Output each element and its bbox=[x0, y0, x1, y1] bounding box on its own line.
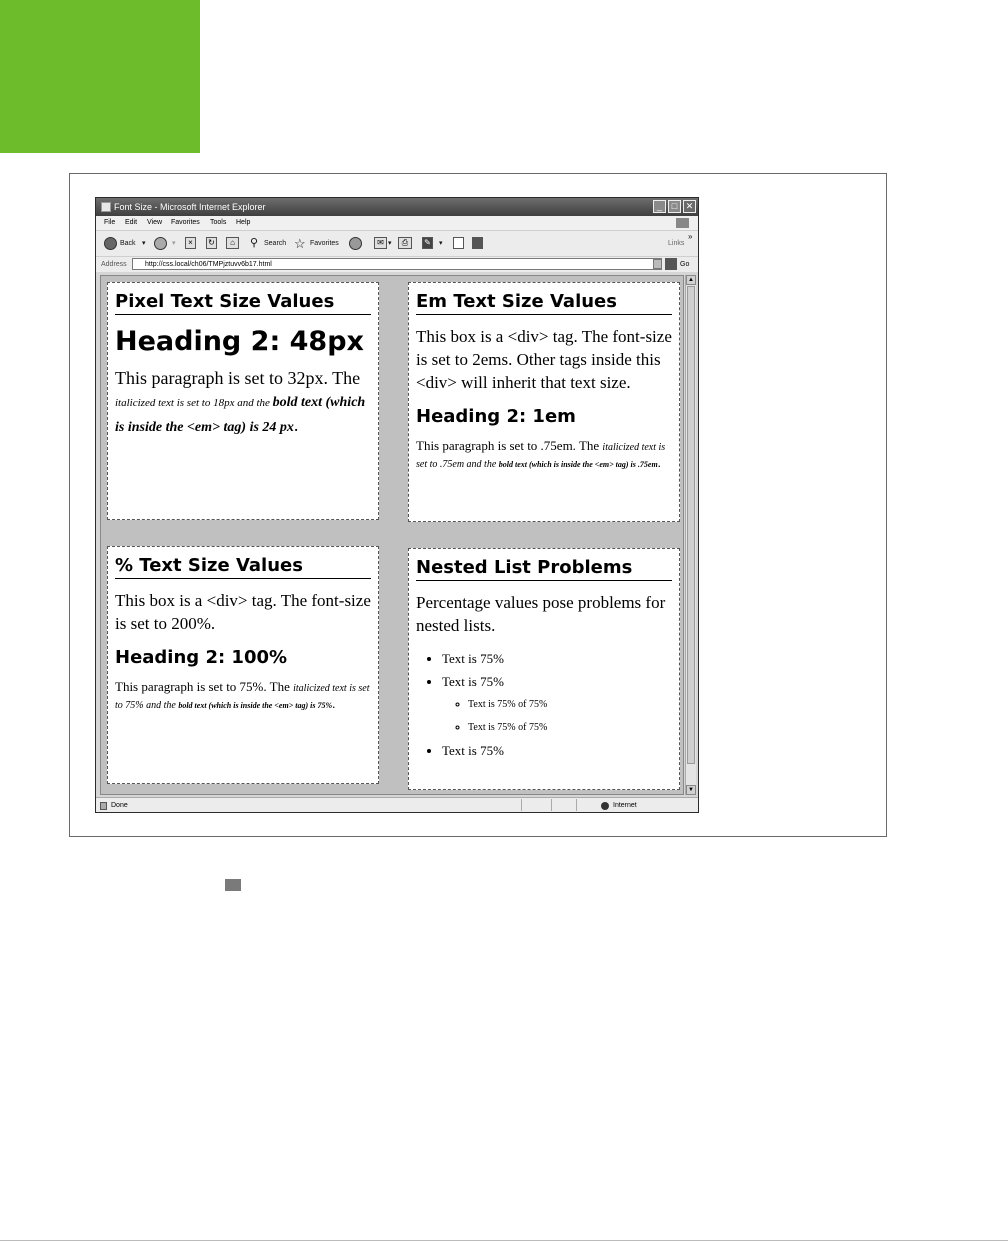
paragraph-end: . bbox=[657, 455, 661, 470]
page-done-icon bbox=[100, 802, 107, 810]
list-item-text: Text is 75% bbox=[442, 674, 504, 689]
box-title: Pixel Text Size Values bbox=[115, 291, 371, 315]
em-text-box bbox=[408, 282, 680, 522]
history-icon[interactable] bbox=[349, 237, 362, 250]
bold-text: bold text (which is inside the <em> tag) is 75% bbox=[178, 701, 333, 710]
forward-dropdown-icon[interactable]: ▾ bbox=[172, 240, 176, 247]
maximize-icon[interactable]: □ bbox=[668, 200, 681, 213]
menu-edit[interactable]: Edit bbox=[125, 219, 138, 226]
paragraph-text: This paragraph is set to .75em. The bbox=[416, 438, 603, 453]
back-arrow-icon[interactable] bbox=[104, 237, 117, 250]
back-dropdown-icon[interactable]: ▾ bbox=[142, 240, 146, 247]
box-title: Nested List Problems bbox=[416, 557, 672, 581]
scroll-up-icon[interactable]: ▲ bbox=[686, 275, 696, 285]
mail-dropdown-icon[interactable]: ▾ bbox=[388, 240, 392, 247]
outer-list bbox=[416, 647, 672, 762]
window-title: Font Size - Microsoft Internet Explorer bbox=[114, 202, 266, 212]
stop-icon[interactable]: × bbox=[185, 237, 196, 249]
paragraph-text: This paragraph is set to 75%. The bbox=[115, 679, 294, 694]
ie-page-icon bbox=[101, 202, 111, 212]
bold-text: bold text (which is inside the <em> tag) is 24 px bbox=[115, 395, 366, 435]
status-text: Done bbox=[111, 802, 128, 809]
address-bar bbox=[96, 257, 698, 272]
edit-icon[interactable]: ✎ bbox=[422, 237, 433, 249]
scroll-thumb[interactable] bbox=[687, 286, 695, 764]
minimize-icon[interactable]: _ bbox=[653, 200, 666, 213]
go-button[interactable]: Go bbox=[680, 261, 690, 268]
zone-text: Internet bbox=[613, 802, 637, 809]
search-icon[interactable]: ⚲ bbox=[250, 237, 259, 249]
paragraph-text: This paragraph is set to 32px. The bbox=[115, 368, 361, 388]
status-bar bbox=[96, 797, 698, 813]
refresh-icon[interactable]: ↻ bbox=[206, 237, 217, 249]
nested-intro: Percentage values pose problems for nested lists. bbox=[416, 593, 666, 635]
percent-text-box bbox=[107, 546, 379, 784]
address-input[interactable]: http://css.local/ch06/TMPjztuvv6b17.html bbox=[132, 258, 662, 270]
vertical-scrollbar[interactable] bbox=[685, 275, 696, 795]
percent-paragraph bbox=[115, 679, 371, 713]
em-intro: This box is a <div> tag. The font-size is set to 2ems. Other tags inside this <div> will inherit that text size. bbox=[416, 327, 672, 392]
status-divider bbox=[551, 799, 552, 811]
go-arrow-icon[interactable] bbox=[665, 258, 677, 270]
menu-view[interactable]: View bbox=[147, 219, 163, 226]
list-item bbox=[442, 670, 672, 739]
box-title: Em Text Size Values bbox=[416, 291, 672, 315]
globe-icon bbox=[601, 802, 609, 810]
em-paragraph bbox=[416, 438, 672, 472]
status-divider bbox=[521, 799, 522, 811]
box-title: % Text Size Values bbox=[115, 555, 371, 579]
menu-help[interactable]: Help bbox=[236, 219, 251, 226]
print-icon[interactable]: ⎙ bbox=[398, 237, 412, 249]
pixel-text-box bbox=[107, 282, 379, 520]
discuss-icon[interactable] bbox=[453, 237, 464, 249]
gray-square-marker bbox=[225, 879, 241, 891]
green-corner-block bbox=[0, 0, 200, 153]
favorites-button[interactable]: Favorites bbox=[310, 240, 339, 247]
percent-intro: This box is a <div> tag. The font-size is set to 200%. bbox=[115, 591, 371, 633]
nested-list-item: ◦ Text is 75% of 75% bbox=[468, 693, 672, 716]
italic-text: italicized text is set to 18px and the bbox=[115, 397, 273, 409]
messenger-icon[interactable] bbox=[472, 237, 483, 249]
list-item: • Text is 75% bbox=[442, 647, 672, 670]
menu-file[interactable]: File bbox=[104, 219, 116, 226]
address-dropdown-icon[interactable] bbox=[653, 259, 662, 269]
italic-text: italicized text is set to .75em and the bbox=[416, 442, 666, 470]
title-bar bbox=[96, 198, 698, 216]
menu-tools[interactable]: Tools bbox=[210, 219, 227, 226]
scroll-down-icon[interactable]: ▼ bbox=[686, 785, 696, 795]
nested-list-box bbox=[408, 548, 680, 790]
toolbar-chevron-icon[interactable]: » bbox=[688, 232, 693, 241]
home-icon[interactable]: ⌂ bbox=[226, 237, 239, 249]
favorites-star-icon[interactable]: ☆ bbox=[294, 236, 306, 251]
page-viewport bbox=[100, 275, 684, 795]
links-label[interactable]: Links bbox=[668, 240, 685, 247]
nested-list-item: ◦ Text is 75% of 75% bbox=[468, 716, 672, 739]
close-icon[interactable]: ✕ bbox=[683, 200, 696, 213]
menu-favorites[interactable]: Favorites bbox=[171, 219, 200, 226]
status-divider bbox=[576, 799, 577, 811]
address-label: Address bbox=[101, 261, 127, 268]
nested-list bbox=[442, 693, 672, 739]
paragraph-end: . bbox=[293, 415, 299, 435]
list-item: • Text is 75% bbox=[442, 739, 672, 762]
edit-dropdown-icon[interactable]: ▾ bbox=[439, 240, 443, 247]
search-button[interactable]: Search bbox=[264, 240, 287, 247]
forward-arrow-icon[interactable] bbox=[154, 237, 167, 250]
paragraph-end: . bbox=[332, 696, 336, 711]
italic-text: italicized text is set to 75% and the bbox=[115, 683, 370, 711]
heading-100-percent: Heading 2: 100% bbox=[115, 647, 288, 668]
toolbar bbox=[96, 230, 698, 257]
mail-icon[interactable]: ✉ bbox=[374, 237, 387, 249]
heading-1em: Heading 2: 1em bbox=[416, 406, 576, 427]
bold-text: bold text (which is inside the <em> tag) is .75em bbox=[498, 460, 658, 469]
menu-bar bbox=[96, 216, 698, 230]
pixel-paragraph bbox=[115, 367, 371, 439]
heading-48px: Heading 2: 48px bbox=[115, 326, 364, 357]
browser-window bbox=[95, 197, 699, 813]
back-button[interactable]: Back bbox=[120, 240, 136, 247]
